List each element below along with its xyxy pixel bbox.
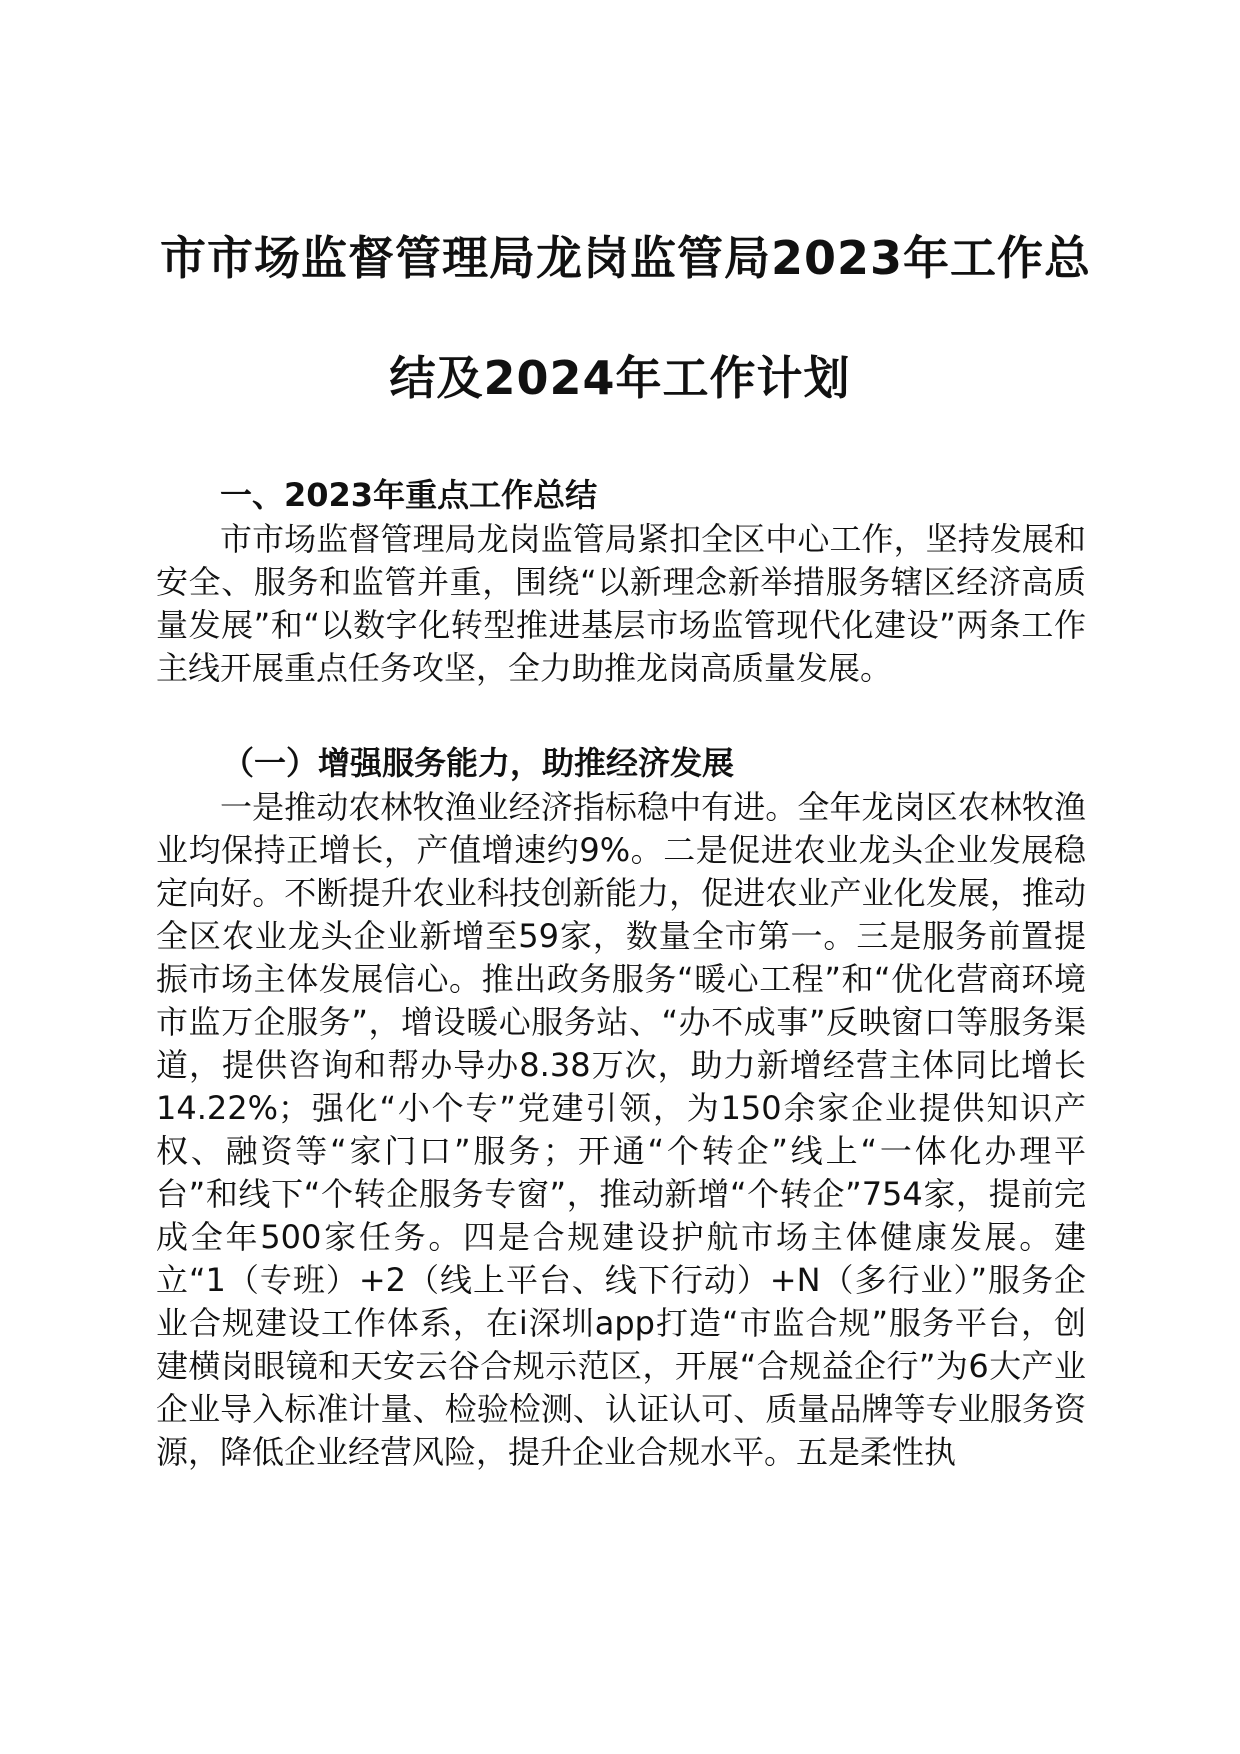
document-title-line-1: 市市场监督管理局龙岗监管局2023年工作总 bbox=[160, 231, 1092, 285]
section-1-paragraph: 市市场监督管理局龙岗监管局紧扣全区中心工作，坚持发展和安全、服务和监管并重，围绕“以新理念新举措服务辖区经济高质量发展”和“以数字化转型推进基层市场监管现代化建设”两条工作主线开展重点任务攻坚，全力助推龙岗高质量发展。 bbox=[156, 520, 1086, 687]
document-title-line-2: 结及2024年工作计划 bbox=[389, 351, 851, 405]
subsection-1-paragraph: 一是推动农林牧渔业经济指标稳中有进。全年龙岗区农林牧渔业均保持正增长，产值增速约9%。二是促进农业龙头企业发展稳定向好。不断提升农业科技创新能力，促进农业产业化发展，推动全区农业龙头企业新增至59家，数量全市第一。三是服务前置提振市场主体发展信心。推出政务服务“暖心工程”和“优化营商环境市监万企服务”，增设暖心服务站、“办不成事”反映窗口等服务渠道，提供咨询和帮办导办8.38万次，助力新增经营主体同比增长14.22%；强化“小个专”党建引领，为150余家企业提供知识产权、融资等“家门口”服务；开通“个转企”线上“一体化办理平台”和线下“个转企服务专窗”，推动新增“个转企”754家，提前完成全年500家任务。四是合规建设护航市场主体健康发展。建立“1（专班）+2（线上平台、线下行动）+N（多行业）”服务企业合规建设工作体系，在i深圳app打造“市监合规”服务平台，创建横岗眼镜和天安云谷合规示范区，开展“合规益企行”为6大产业企业导入标准计量、检验检测、认证认可、质量品牌等专业服务资源，降低企业经营风险，提升企业合规水平。五是柔性执 bbox=[156, 788, 1086, 1471]
section-heading-1: 一、2023年重点工作总结 bbox=[220, 476, 598, 514]
subsection-heading-1: （一）增强服务能力，助推经济发展 bbox=[222, 744, 735, 782]
